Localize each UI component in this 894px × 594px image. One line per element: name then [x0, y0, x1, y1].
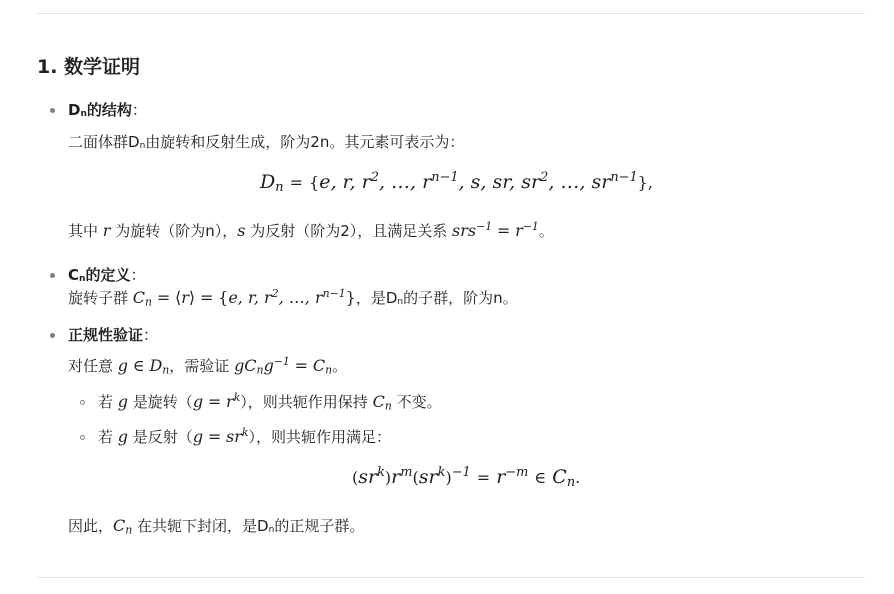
math-s: s	[237, 221, 246, 240]
item3-concl-b: 在共轭下封闭，是D	[132, 517, 269, 535]
sub-bullet-circle	[80, 400, 85, 405]
item3-concl-c: 的正规子群。	[274, 517, 365, 535]
math-cn: $C_n$	[372, 392, 392, 413]
sub-bullet-circle	[80, 435, 85, 440]
item2-description	[68, 288, 518, 312]
item2-heading-main: C	[68, 266, 80, 284]
item2-desc-a: 旋转子群	[68, 289, 133, 307]
item1-desc-sub: n	[139, 141, 146, 151]
item1-heading-sub: n	[80, 109, 87, 119]
item1-note-c: 为反射（阶为2），且满足关系	[245, 222, 453, 240]
item2-desc-sub: n	[397, 297, 404, 307]
item3-sub1-c: ），则共轭作用保持	[240, 393, 373, 411]
math-conjugation: $gC_ng^{-1} = C_n$	[234, 355, 333, 377]
item2-heading-rest: 的定义	[85, 266, 131, 284]
item1-note-b: 为旋转（阶为n），	[110, 222, 238, 240]
math-relation: $srs^{-1} = r^{-1}$	[452, 220, 539, 240]
math-cn-definition: $C_n$ = ⟨r⟩ = {e, r, $r^2$, …, $r^{n-1}$}	[132, 287, 356, 309]
math-g-in-dn: g ∈ $D_n$	[117, 356, 170, 377]
item3-heading-text: 正规性验证	[68, 326, 144, 344]
item3-conclusion	[68, 516, 364, 540]
item3-sub1	[98, 392, 442, 412]
math-g: g	[117, 392, 129, 411]
item3-display-formula: $(sr^k)r^m(sr^k)^{-1} = r^{-m}$ ∈ $C_n$.	[352, 464, 581, 491]
item2-desc-c: 的子群，阶为n。	[403, 289, 518, 307]
item2-heading	[68, 265, 145, 289]
bullet-dot	[50, 108, 55, 113]
item1-note-a: 其中	[68, 222, 103, 240]
math-r: r	[102, 221, 111, 240]
item3-sub2	[98, 427, 391, 447]
item3-sub1-a: 若	[98, 393, 118, 411]
item1-colon: ：	[131, 101, 147, 119]
item1-desc-b: 由旋转和反射生成，阶为2n。其元素可表示为：	[145, 133, 465, 151]
item3-concl-sub: n	[268, 525, 275, 535]
item1-note	[68, 221, 554, 241]
item3-concl-a: 因此，	[68, 517, 114, 535]
top-divider	[37, 13, 865, 14]
math-g-eq-rk: $g = r^k$	[192, 391, 241, 411]
item1-display-formula: $D_n = \{e$, r, $r^2$, …, $r^{n-1}$, s, sr, $sr^2$, …, $sr^{n-1}$},	[260, 169, 653, 196]
bottom-divider	[37, 577, 865, 578]
section-title: 1. 数学证明	[37, 56, 141, 78]
item2-colon: ：	[130, 266, 146, 284]
math-g: g	[117, 427, 129, 446]
item3-heading	[68, 325, 158, 345]
bullet-dot	[50, 333, 55, 338]
math-g-eq-srk: $g = sr^k$	[192, 426, 249, 446]
item3-sub2-c: ），则共轭作用满足：	[248, 428, 391, 446]
item3-colon: ：	[143, 326, 159, 344]
item1-note-end: 。	[538, 222, 554, 240]
item1-heading-main: D	[68, 101, 81, 119]
item3-sub1-b: 是旋转（	[128, 393, 193, 411]
item3-description	[68, 356, 347, 376]
item3-sub1-d: 不变。	[391, 393, 442, 411]
item3-sub2-b: 是反射（	[128, 428, 193, 446]
item1-description	[68, 132, 464, 156]
math-cn: $C_n$	[113, 516, 133, 537]
item3-desc-b: ，需验证	[169, 357, 235, 375]
item1-desc-a: 二面体群D	[68, 133, 140, 151]
item2-heading-sub: n	[79, 274, 86, 284]
item3-desc-a: 对任意	[68, 357, 118, 375]
item1-heading	[68, 100, 147, 124]
item2-desc-b: ，是D	[355, 289, 398, 307]
item3-desc-end: 。	[332, 357, 348, 375]
bullet-dot	[50, 273, 55, 278]
item1-heading-rest: 的结构	[86, 101, 132, 119]
item3-sub2-a: 若	[98, 428, 118, 446]
